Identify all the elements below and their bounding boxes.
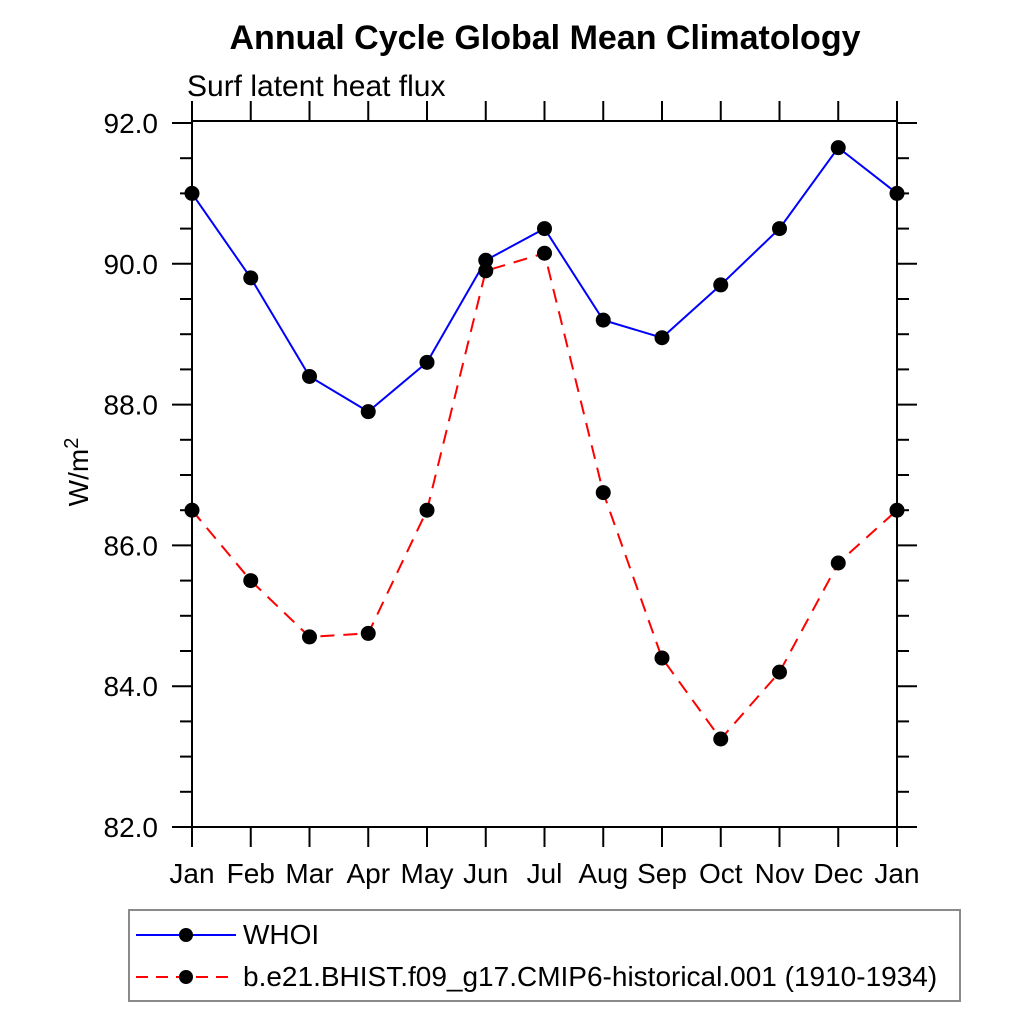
legend-line-sample-model	[134, 965, 238, 989]
legend-label-whoi: WHOI	[243, 918, 320, 950]
series-1-data-point	[831, 556, 846, 571]
series-0-data-point	[890, 186, 905, 201]
y-axis-label-exponent: 2	[60, 437, 83, 449]
y-tick-label: 90.0	[103, 248, 158, 280]
x-tick-label: Dec	[813, 858, 864, 889]
series-1-line	[192, 253, 897, 739]
series-0-line	[192, 148, 897, 412]
x-tick-label: Jan	[874, 858, 920, 889]
series-1-data-point	[890, 503, 905, 518]
legend-sample-marker-0	[179, 928, 193, 942]
x-tick-label: Mar	[285, 858, 334, 889]
x-tick-label: Nov	[754, 858, 805, 889]
series-0-data-point	[713, 277, 728, 292]
x-tick-label: Oct	[698, 858, 743, 889]
series-0-data-point	[420, 355, 435, 370]
series-0-data-point	[302, 369, 317, 384]
legend-sample-marker-1	[179, 970, 193, 984]
series-1-data-point	[243, 573, 258, 588]
x-tick-label: Apr	[346, 858, 391, 889]
legend-line-sample-whoi	[134, 923, 238, 947]
series-0-data-point	[243, 270, 258, 285]
series-0-data-point	[537, 221, 552, 236]
series-1-data-point	[478, 263, 493, 278]
series-1-data-point	[596, 485, 611, 500]
chart-subtitle: Surf latent heat flux	[187, 70, 446, 103]
legend-label-model: b.e21.BHIST.f09_g17.CMIP6-historical.001 (1910-1934)	[243, 960, 938, 992]
series-0-data-point	[655, 330, 670, 345]
series-0-data-point	[596, 313, 611, 328]
series-1-data-point	[185, 503, 200, 518]
x-tick-label: Jun	[463, 858, 509, 889]
series-1-data-point	[655, 651, 670, 666]
series-1-data-point	[420, 503, 435, 518]
x-tick-label: Feb	[226, 858, 275, 889]
series-1-data-point	[361, 626, 376, 641]
series-1-data-point	[302, 629, 317, 644]
x-tick-label: May	[400, 858, 454, 889]
x-tick-label: Jan	[169, 858, 215, 889]
y-tick-label: 84.0	[103, 671, 158, 703]
legend-item-model	[130, 956, 959, 998]
y-tick-label: 82.0	[103, 812, 158, 843]
series-0-data-point	[361, 404, 376, 419]
x-tick-label: Jul	[526, 858, 563, 889]
y-tick-label: 88.0	[103, 389, 158, 421]
y-tick-label: 86.0	[103, 530, 158, 562]
series-1-data-point	[713, 732, 728, 747]
series-0-data-point	[772, 221, 787, 236]
chart-title: Annual Cycle Global Mean Climatology	[229, 19, 861, 57]
series-0-data-point	[185, 186, 200, 201]
legend-box	[128, 909, 961, 1002]
series-1-data-point	[537, 246, 552, 261]
y-axis-label-text: W/m	[63, 448, 95, 507]
x-tick-label: Aug	[578, 858, 629, 889]
y-tick-label: 92.0	[103, 108, 158, 139]
legend-item-whoi	[130, 914, 959, 956]
series-0-data-point	[831, 140, 846, 155]
x-tick-label: Sep	[637, 858, 687, 889]
series-1-data-point	[772, 665, 787, 680]
